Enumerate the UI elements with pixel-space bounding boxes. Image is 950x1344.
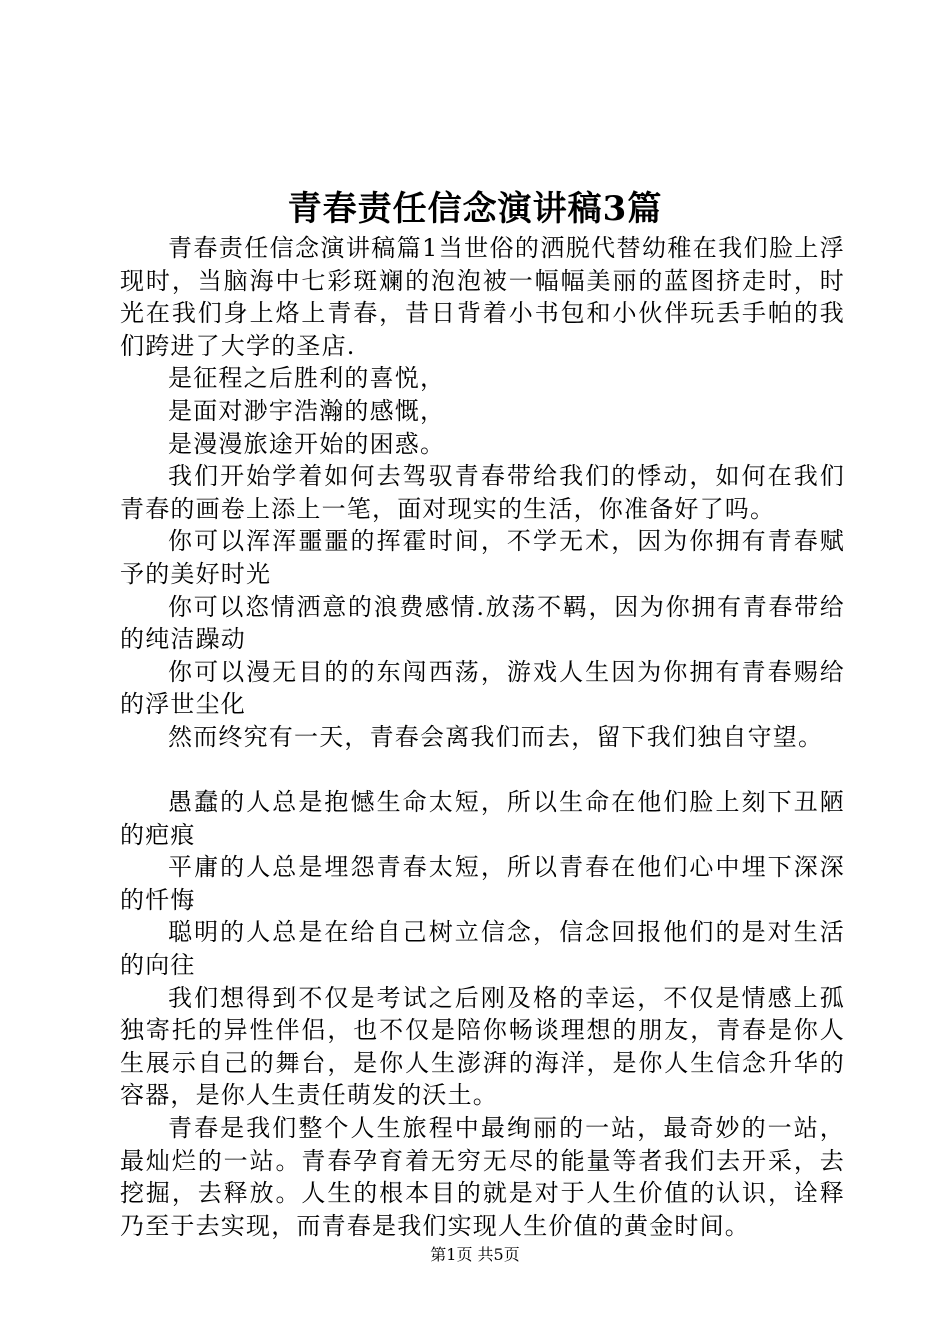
document-body bbox=[120, 232, 845, 1242]
paragraph: 青春责任信念演讲稿篇1当世俗的洒脱代替幼稚在我们脸上浮现时，当脑海中七彩斑斓的泡泡被一幅幅美丽的蓝图挤走时，时光在我们身上烙上青春，昔日背着小书包和小伙伴玩丢手帕的我们跨进了大学的圣店. bbox=[120, 234, 845, 360]
paragraph: 我们想得到不仅是考试之后刚及格的幸运，不仅是情感上孤独寄托的异性伴侣，也不仅是陪你畅谈理想的朋友，青春是你人生展示自己的舞台，是你人生澎湃的海洋，是你人生信念升华的容器，是你人生责任萌发的沃土。 bbox=[120, 983, 845, 1110]
paragraph: 我们开始学着如何去驾驭青春带给我们的悸动，如何在我们青春的画卷上添上一笔，面对现实的生活，你准备好了吗。 bbox=[120, 462, 845, 523]
blank-line bbox=[120, 754, 845, 787]
paragraph: 愚蠢的人总是抱憾生命太短，所以生命在他们脸上刻下丑陋的疤痕 bbox=[120, 788, 845, 849]
paragraph: 你可以漫无目的的东闯西荡，游戏人生因为你拥有青春赐给的浮世尘化 bbox=[120, 657, 845, 719]
paragraph: 然而终究有一天，青春会离我们而去，留下我们独自守望。 bbox=[168, 722, 824, 751]
paragraph: 你可以恣情洒意的浪费感情.放荡不羁，因为你拥有青春带给的纯洁躁动 bbox=[120, 592, 845, 654]
paragraph: 青春是我们整个人生旅程中最绚丽的一站，最奇妙的一站，最灿烂的一站。青春孕育着无穷无尽的能量等者我们去开采，去挖掘，去释放。人生的根本目的就是对于人生价值的认识，诠释乃至于去实现，而青春是我们实现人生价值的黄金时间。 bbox=[120, 1114, 845, 1240]
paragraph: 是面对渺宇浩瀚的感慨， bbox=[168, 396, 446, 425]
page-footer: 第1页 共5页 bbox=[430, 1245, 520, 1264]
paragraph: 是漫漫旅途开始的困惑。 bbox=[168, 429, 446, 458]
document-title: 青春责任信念演讲稿3篇 bbox=[287, 189, 663, 229]
paragraph: 你可以浑浑噩噩的挥霍时间，不学无术，因为你拥有青春赋予的美好时光 bbox=[120, 527, 845, 588]
paragraph: 平庸的人总是埋怨青春太短，所以青春在他们心中埋下深深的忏悔 bbox=[120, 853, 845, 914]
paragraph: 是征程之后胜利的喜悦， bbox=[168, 364, 446, 393]
paragraph: 聪明的人总是在给自己树立信念，信念回报他们的是对生活的向往 bbox=[120, 918, 845, 980]
